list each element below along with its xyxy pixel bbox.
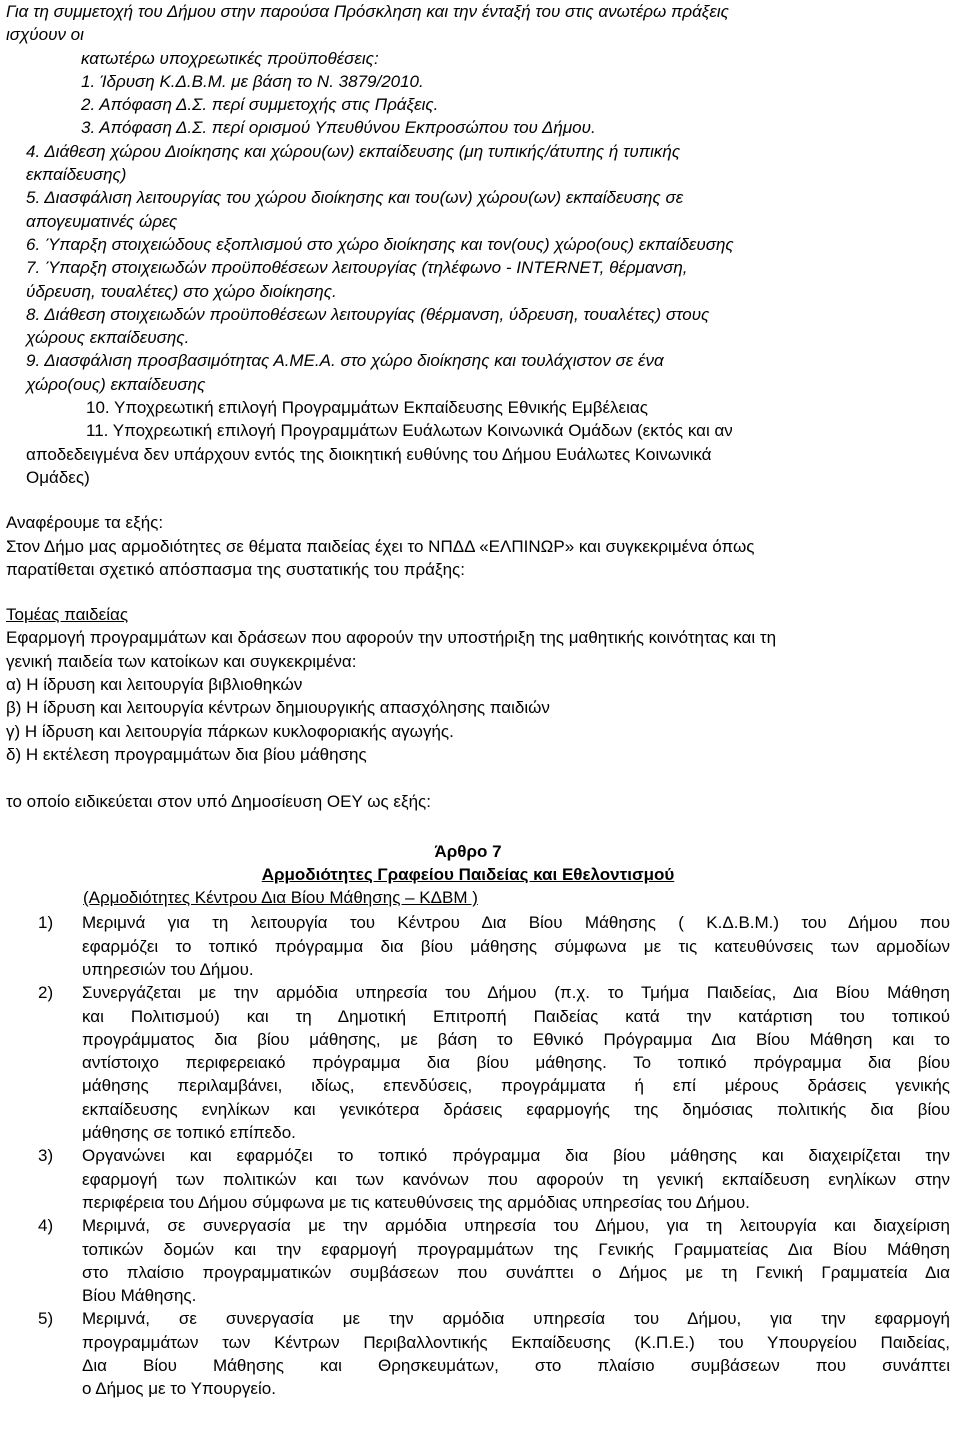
article-subtitle: (Αρμοδιότητες Κέντρου Δια Βίου Μάθησης – ΚΔΒΜ ) (83, 888, 478, 908)
article-header (6, 840, 960, 910)
sector-line: Εφαρμογή προγραμμάτων και δράσεων που αφορούν την υποστήριξη της μαθητικής κοινότητας και τη (6, 628, 777, 648)
article-item (6, 911, 960, 981)
requirement-item: 8. Διάθεση στοιχειωδών προϋποθέσεων λειτουργίας (θέρμανση, ύδρευση, τουαλέτες) στους χώρους εκπαίδευσης. (26, 304, 710, 348)
article-item-text: Οργανώνει και εφαρμόζει το τοπικό πρόγραμμα δια βίου μάθησης και διαχειρίζεται την εφαρμογή των πολιτικών και των κανόνων που αφορούν τη γενική εκπαίδευση ενηλίκων στην περιφέρεια του Δήμου σύμφωνα με τις κατευθύνσεις της αρμόδιας υπηρεσίας του Δήμου. (82, 1146, 950, 1212)
article-item-number: 4) (38, 1216, 54, 1236)
sector-heading: Τομέας παιδείας (6, 605, 129, 625)
reference-line: παρατίθεται σχετικό απόσπασμα της συστατικής του πράξης: (6, 559, 465, 579)
article-item-text: Μεριμνά για τη λειτουργία του Κέντρου Δια Βίου Μάθησης ( Κ.Δ.Β.Μ.) του Δήμου που εφαρμόζει το τοπικό πρόγραμμα δια βίου μάθησης σύμφωνα με τις κατευθύνσεις των αρμοδίων υπηρεσιών του Δήμου. (82, 913, 950, 979)
requirement-item: 2. Απόφαση Δ.Σ. περί συμμετοχής στις Πράξεις. (81, 95, 439, 115)
article-item-number: 5) (38, 1309, 54, 1329)
specification-line: το οποίο ειδικεύεται στον υπό Δημοσίευση ΟΕΥ ως εξής: (6, 792, 431, 812)
article-item-text: Μεριμνά, σε συνεργασία με την αρμόδια υπηρεσία του Δήμου, για την εφαρμογή προγραμμάτων των Κέντρων Περιβαλλοντικής Εκπαίδευσης (Κ.Π.Ε.) του Υπουργείου Παιδείας, Δια Βίου Μάθησης και Θρησκευμάτων, στο πλαίσιο συμβάσεων που συνάπτει ο Δήμος με το Υπουργείο. (82, 1309, 950, 1399)
article-number: Άρθρο 7 (434, 841, 502, 861)
requirement-item: 6. Ύπαρξη στοιχειώδους εξοπλισμού στο χώρο διοίκησης και τον(ους) χώρο(ους) εκπαίδευσης (26, 234, 734, 254)
requirement-item: 10. Υποχρεωτική επιλογή Προγραμμάτων Εκπαίδευσης Εθνικής Εμβέλειας (86, 398, 648, 418)
article-title: Αρμοδιότητες Γραφείου Παιδείας και Εθελοντισμού (261, 864, 675, 884)
requirement-item: 9. Διασφάλιση προσβασιμότητας Α.ΜΕ.Α. στο χώρο διοίκησης και τουλάχιστον σε ένα χώρο(ους) εκπαίδευσης (26, 351, 664, 394)
sector-line: γενική παιδεία των κατοίκων και συγκεκριμένα: (6, 651, 357, 671)
sector-section (6, 603, 960, 766)
intro-paragraph (6, 0, 960, 47)
intro-line: Για τη συμμετοχή του Δήμου στην παρούσα Πρόσκληση και την ένταξή του στις ανωτέρω πράξεις (6, 2, 729, 21)
article-item-number: 2) (38, 983, 54, 1003)
sector-item: δ) Η εκτέλεση προγραμμάτων δια βίου μάθησης (6, 744, 367, 764)
article-item-number: 1) (38, 913, 54, 933)
sector-item: γ) Η ίδρυση και λειτουργία πάρκων κυκλοφοριακής αγωγής. (6, 721, 454, 741)
requirement-item: 11. Υποχρεωτική επιλογή Προγραμμάτων Ευάλωτων Κοινωνικά Ομάδων (εκτός και αν αποδεδειγμένα δεν υπάρχουν εντός της διοικητική ευθύνης του Δήμου Ευάλωτες Κοινωνικά Ομάδες) (26, 421, 733, 487)
article-items (6, 911, 960, 1400)
requirement-item: 1. Ίδρυση Κ.Δ.Β.Μ. με βάση το Ν. 3879/2010. (81, 71, 424, 91)
reference-heading: Αναφέρουμε τα εξής: (6, 513, 164, 533)
article-item-text: Μεριμνά, σε συνεργασία με την αρμόδια υπηρεσία του Δήμου, για τη λειτουργία και διαχείριση τοπικών δομών και την εφαρμογή προγραμμάτων της Γενικής Γραμματείας Δια Βίου Μάθηση στο πλαίσιο προγραμματικών συμβάσεων που συνάπτει ο Δήμος με τη Γενική Γραμματεία Δια Βίου Μάθησης. (82, 1216, 950, 1306)
requirements-heading: κατωτέρω υποχρεωτικές προϋποθέσεις: (81, 48, 379, 68)
requirement-item: 7. Ύπαρξη στοιχειωδών προϋποθέσεων λειτουργίας (τηλέφωνο - INTERNET, θέρμανση, ύδρευση, τουαλέτες) στο χώρο διοίκησης. (26, 258, 688, 301)
article-item (6, 981, 960, 1144)
requirements-list-final (0, 396, 905, 489)
requirements-list (6, 47, 960, 140)
intro-line: ισχύουν οι (6, 25, 84, 45)
requirement-item: 3. Απόφαση Δ.Σ. περί ορισμού Υπευθύνου Εκπροσώπου του Δήμου. (81, 118, 596, 138)
requirement-item: 5. Διασφάλιση λειτουργίας του χώρου διοίκησης και του(ων) χώρου(ων) εκπαίδευσης σε απογευματινές ώρες (26, 188, 684, 231)
article-item-number: 3) (38, 1146, 54, 1166)
requirements-list-detailed (0, 140, 905, 396)
reference-section (6, 511, 960, 581)
article-item (6, 1214, 960, 1307)
requirement-item: 4. Διάθεση χώρου Διοίκησης και χώρου(ων) εκπαίδευσης (μη τυπικής/άτυπης ή τυπικής εκπαίδευσης) (26, 141, 681, 185)
sector-item: β) Η ίδρυση και λειτουργία κέντρων δημιουργικής απασχόλησης παιδιών (6, 698, 550, 718)
sector-item: α) Η ίδρυση και λειτουργία βιβλιοθηκών (6, 675, 303, 695)
article-item (6, 1144, 960, 1214)
reference-line: Στον Δήμο μας αρμοδιότητες σε θέματα παιδείας έχει το ΝΠΔΔ «ΕΛΠΙΝΩΡ» και συγκεκριμένα όπως (6, 536, 755, 556)
article-item-text: Συνεργάζεται με την αρμόδια υπηρεσία του Δήμου (π.χ. το Τμήμα Παιδείας, Δια Βίου Μάθηση και Πολιτισμού) και τη Δημοτική Επιτροπή Παιδείας κατά την κατάρτιση του τοπικού προγράμματος δια βίου μάθησης, με βάση το Εθνικό Πρόγραμμα Δια Βίου Μάθηση και το αντίστοιχο περιφερειακό πρόγραμμα δια βίου μάθησης. Το τοπικό πρόγραμμα δια βίου μάθησης περιλαμβάνει, ιδίως, επενδύσεις, προγράμματα ή επί μέρους δράσεις γενικής εκπαίδευσης ενηλίκων και γενικότερα δράσεις εφαρμογής της δημόσιας πολιτικής δια βίου μάθησης σε τοπικό επίπεδο. (82, 983, 950, 1143)
article-item (6, 1307, 960, 1400)
